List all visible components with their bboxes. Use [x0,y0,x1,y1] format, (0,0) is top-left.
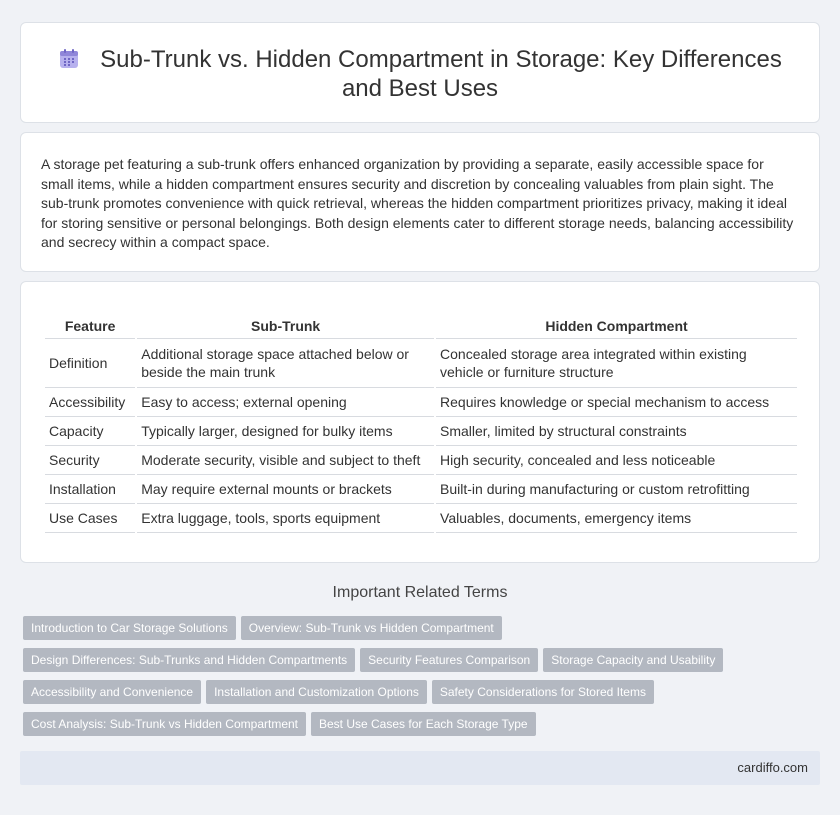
row-feature: Use Cases [45,504,135,533]
related-term-tag[interactable]: Design Differences: Sub-Trunks and Hidden Compartments [23,648,355,672]
row-feature: Installation [45,475,135,504]
header-hidden-compartment: Hidden Compartment [436,312,797,339]
row-hidden-compartment: Requires knowledge or special mechanism to access [436,388,797,417]
table-row [45,446,797,475]
comparison-card [20,281,820,563]
related-term-tag[interactable]: Cost Analysis: Sub-Trunk vs Hidden Compartment [23,712,306,736]
row-sub-trunk: Extra luggage, tools, sports equipment [137,504,434,533]
header-sub-trunk: Sub-Trunk [137,312,434,339]
row-hidden-compartment: Concealed storage area integrated within existing vehicle or furniture structure [436,339,797,388]
row-sub-trunk: Typically larger, designed for bulky items [137,417,434,446]
tag-row [23,648,823,672]
page-title [21,45,819,103]
intro-paragraph: A storage pet featuring a sub-trunk offers enhanced organization by providing a separate, easily accessible space for small items, while a hidden compartment ensures security and discretion by concealing valuables from plain sight. The sub-trunk promotes convenience with quick retrieval, whereas the hidden compartment prioritizes privacy, making it ideal for storing sensitive or personal belongings. Both design elements cater to different storage needs, balancing accessibility and secrecy within a compact space. [41,156,794,250]
table-header-row [45,312,797,339]
tag-row [23,616,823,640]
related-term-tag[interactable]: Overview: Sub-Trunk vs Hidden Compartment [241,616,502,640]
related-term-tag[interactable]: Installation and Customization Options [206,680,427,704]
related-term-tag[interactable]: Accessibility and Convenience [23,680,201,704]
related-term-tag[interactable]: Safety Considerations for Stored Items [432,680,654,704]
title-line-1: Sub-Trunk vs. Hidden Compartment in Storage: Key Differences [100,46,782,73]
tag-row [23,680,823,704]
related-terms-heading: Important Related Terms [332,584,508,601]
row-hidden-compartment: Built-in during manufacturing or custom retrofitting [436,475,797,504]
table-row [45,388,797,417]
table-row [45,504,797,533]
row-feature: Security [45,446,135,475]
title-line-2: and Best Uses [341,75,499,102]
related-term-tag[interactable]: Security Features Comparison [360,648,538,672]
title-card [20,22,820,123]
comparison-table [43,312,799,533]
row-hidden-compartment: High security, concealed and less noticeable [436,446,797,475]
table-row [45,417,797,446]
related-term-tag[interactable]: Storage Capacity and Usability [543,648,723,672]
footer-site-link[interactable]: cardiffo.com [737,760,808,775]
row-feature: Accessibility [45,388,135,417]
tag-row [23,712,823,736]
table-row [45,339,797,388]
footer-bar [20,751,820,785]
row-hidden-compartment: Smaller, limited by structural constraints [436,417,797,446]
row-hidden-compartment: Valuables, documents, emergency items [436,504,797,533]
related-term-tag[interactable]: Introduction to Car Storage Solutions [23,616,236,640]
row-feature: Definition [45,339,135,388]
header-feature: Feature [45,312,135,339]
calendar-icon [58,48,80,70]
row-sub-trunk: Moderate security, visible and subject to theft [137,446,434,475]
table-row [45,475,797,504]
row-feature: Capacity [45,417,135,446]
row-sub-trunk: Easy to access; external opening [137,388,434,417]
intro-card [20,132,820,272]
related-term-tag[interactable]: Best Use Cases for Each Storage Type [311,712,536,736]
row-sub-trunk: May require external mounts or brackets [137,475,434,504]
row-sub-trunk: Additional storage space attached below or beside the main trunk [137,339,434,388]
